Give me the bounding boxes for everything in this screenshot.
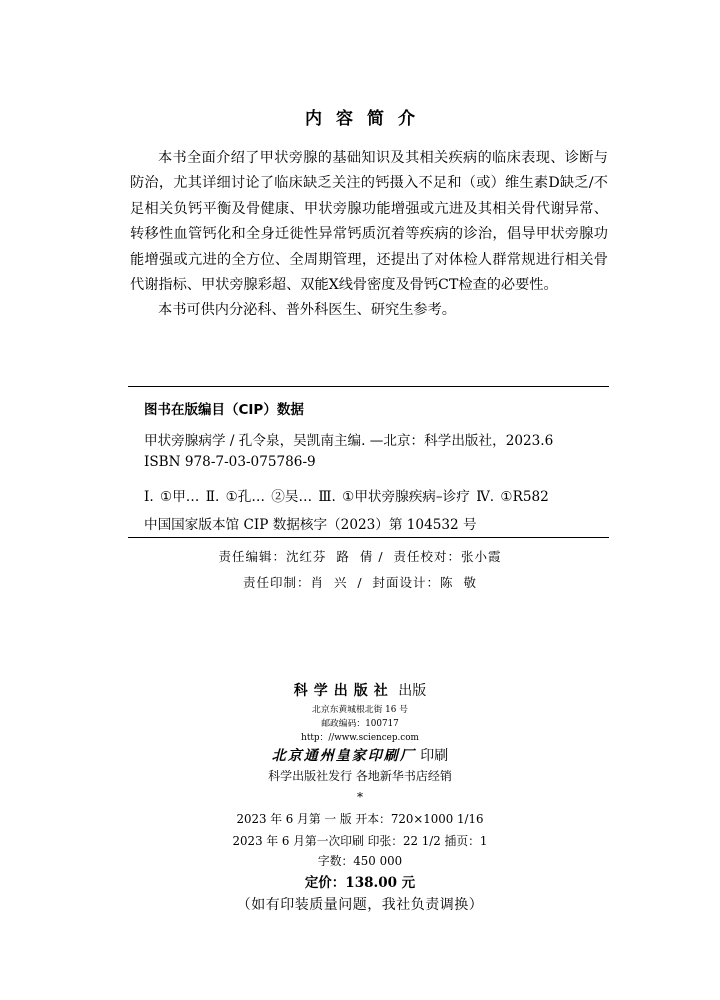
publisher-postcode: 邮政编码：100717 bbox=[321, 719, 399, 729]
publisher-logo: 科学出版社 bbox=[293, 683, 394, 699]
separator-star: * bbox=[357, 790, 363, 804]
publisher-url: http：//www.sciencep.com bbox=[301, 733, 419, 743]
summary-paragraph: 本书全面介绍了甲状旁腺的基础知识及其相关疾病的临床表现、诊断与防治，尤其详细讨论了临床缺乏关注的钙摄入不足和（或）维生素D缺乏/不足相关负钙平衡及骨健康、甲状旁腺功能增强或亢进及其相关骨代谢异常、转移性血管钙化和全身迁徙性异常钙质沉着等疾病的诊治，倡导甲状旁腺功能增强或亢进的全方位、全周期管理，还提出了对体检人群常规进行相关骨代谢指标、甲状旁腺彩超、双能X线骨密度及骨钙CT检查的必要性。 bbox=[130, 150, 608, 294]
cip-bottom-rule bbox=[128, 537, 609, 538]
distribution-line: 科学出版社发行 各地新华书店经销 bbox=[268, 769, 452, 783]
summary-paragraph: 本书可供内分泌科、普外科医生、研究生参考。 bbox=[158, 302, 456, 319]
summary-body bbox=[130, 146, 608, 324]
cip-isbn: ISBN 978-7-03-075786-9 bbox=[144, 454, 316, 470]
production-credits: 责任印制：肖 兴 / 封面设计：陈 敬 bbox=[243, 575, 477, 590]
quality-notice: （如有印装质量问题，我社负责调换） bbox=[236, 897, 484, 913]
publisher-address: 北京东黄城根北街 16 号 bbox=[312, 705, 408, 715]
cip-classification: Ⅰ. ①甲… Ⅱ. ①孔… ②吴… Ⅲ. ①甲状旁腺疾病–诊疗 Ⅳ. ①R582 bbox=[144, 489, 549, 505]
word-count: 字数：450 000 bbox=[317, 854, 403, 868]
cip-record-number: 中国国家版本馆 CIP 数据核字（2023）第 104532 号 bbox=[144, 517, 477, 533]
editor-credits: 责任编辑：沈红芬 路 倩 / 责任校对：张小霞 bbox=[218, 549, 502, 564]
printer-suffix: 印刷 bbox=[415, 748, 449, 764]
printer-logo: 北京通州皇家印刷厂 bbox=[271, 748, 416, 764]
price: 定价：138.00 元 bbox=[304, 875, 416, 891]
printing-line: 2023 年 6 月第一次印刷 印张：22 1/2 插页：1 bbox=[232, 834, 488, 848]
publisher-suffix: 出版 bbox=[393, 683, 427, 699]
cip-top-rule bbox=[128, 386, 609, 387]
edition-line: 2023 年 6 月第 一 版 开本：720×1000 1/16 bbox=[236, 812, 484, 826]
printer-line bbox=[0, 745, 720, 765]
cip-title-line: 甲状旁腺病学 / 孔令泉，吴凯南主编. —北京：科学出版社，2023.6 bbox=[144, 433, 554, 449]
publisher-line bbox=[0, 680, 720, 700]
summary-title: 内容简介 bbox=[305, 109, 429, 129]
cip-heading: 图书在版编目（CIP）数据 bbox=[144, 402, 304, 418]
